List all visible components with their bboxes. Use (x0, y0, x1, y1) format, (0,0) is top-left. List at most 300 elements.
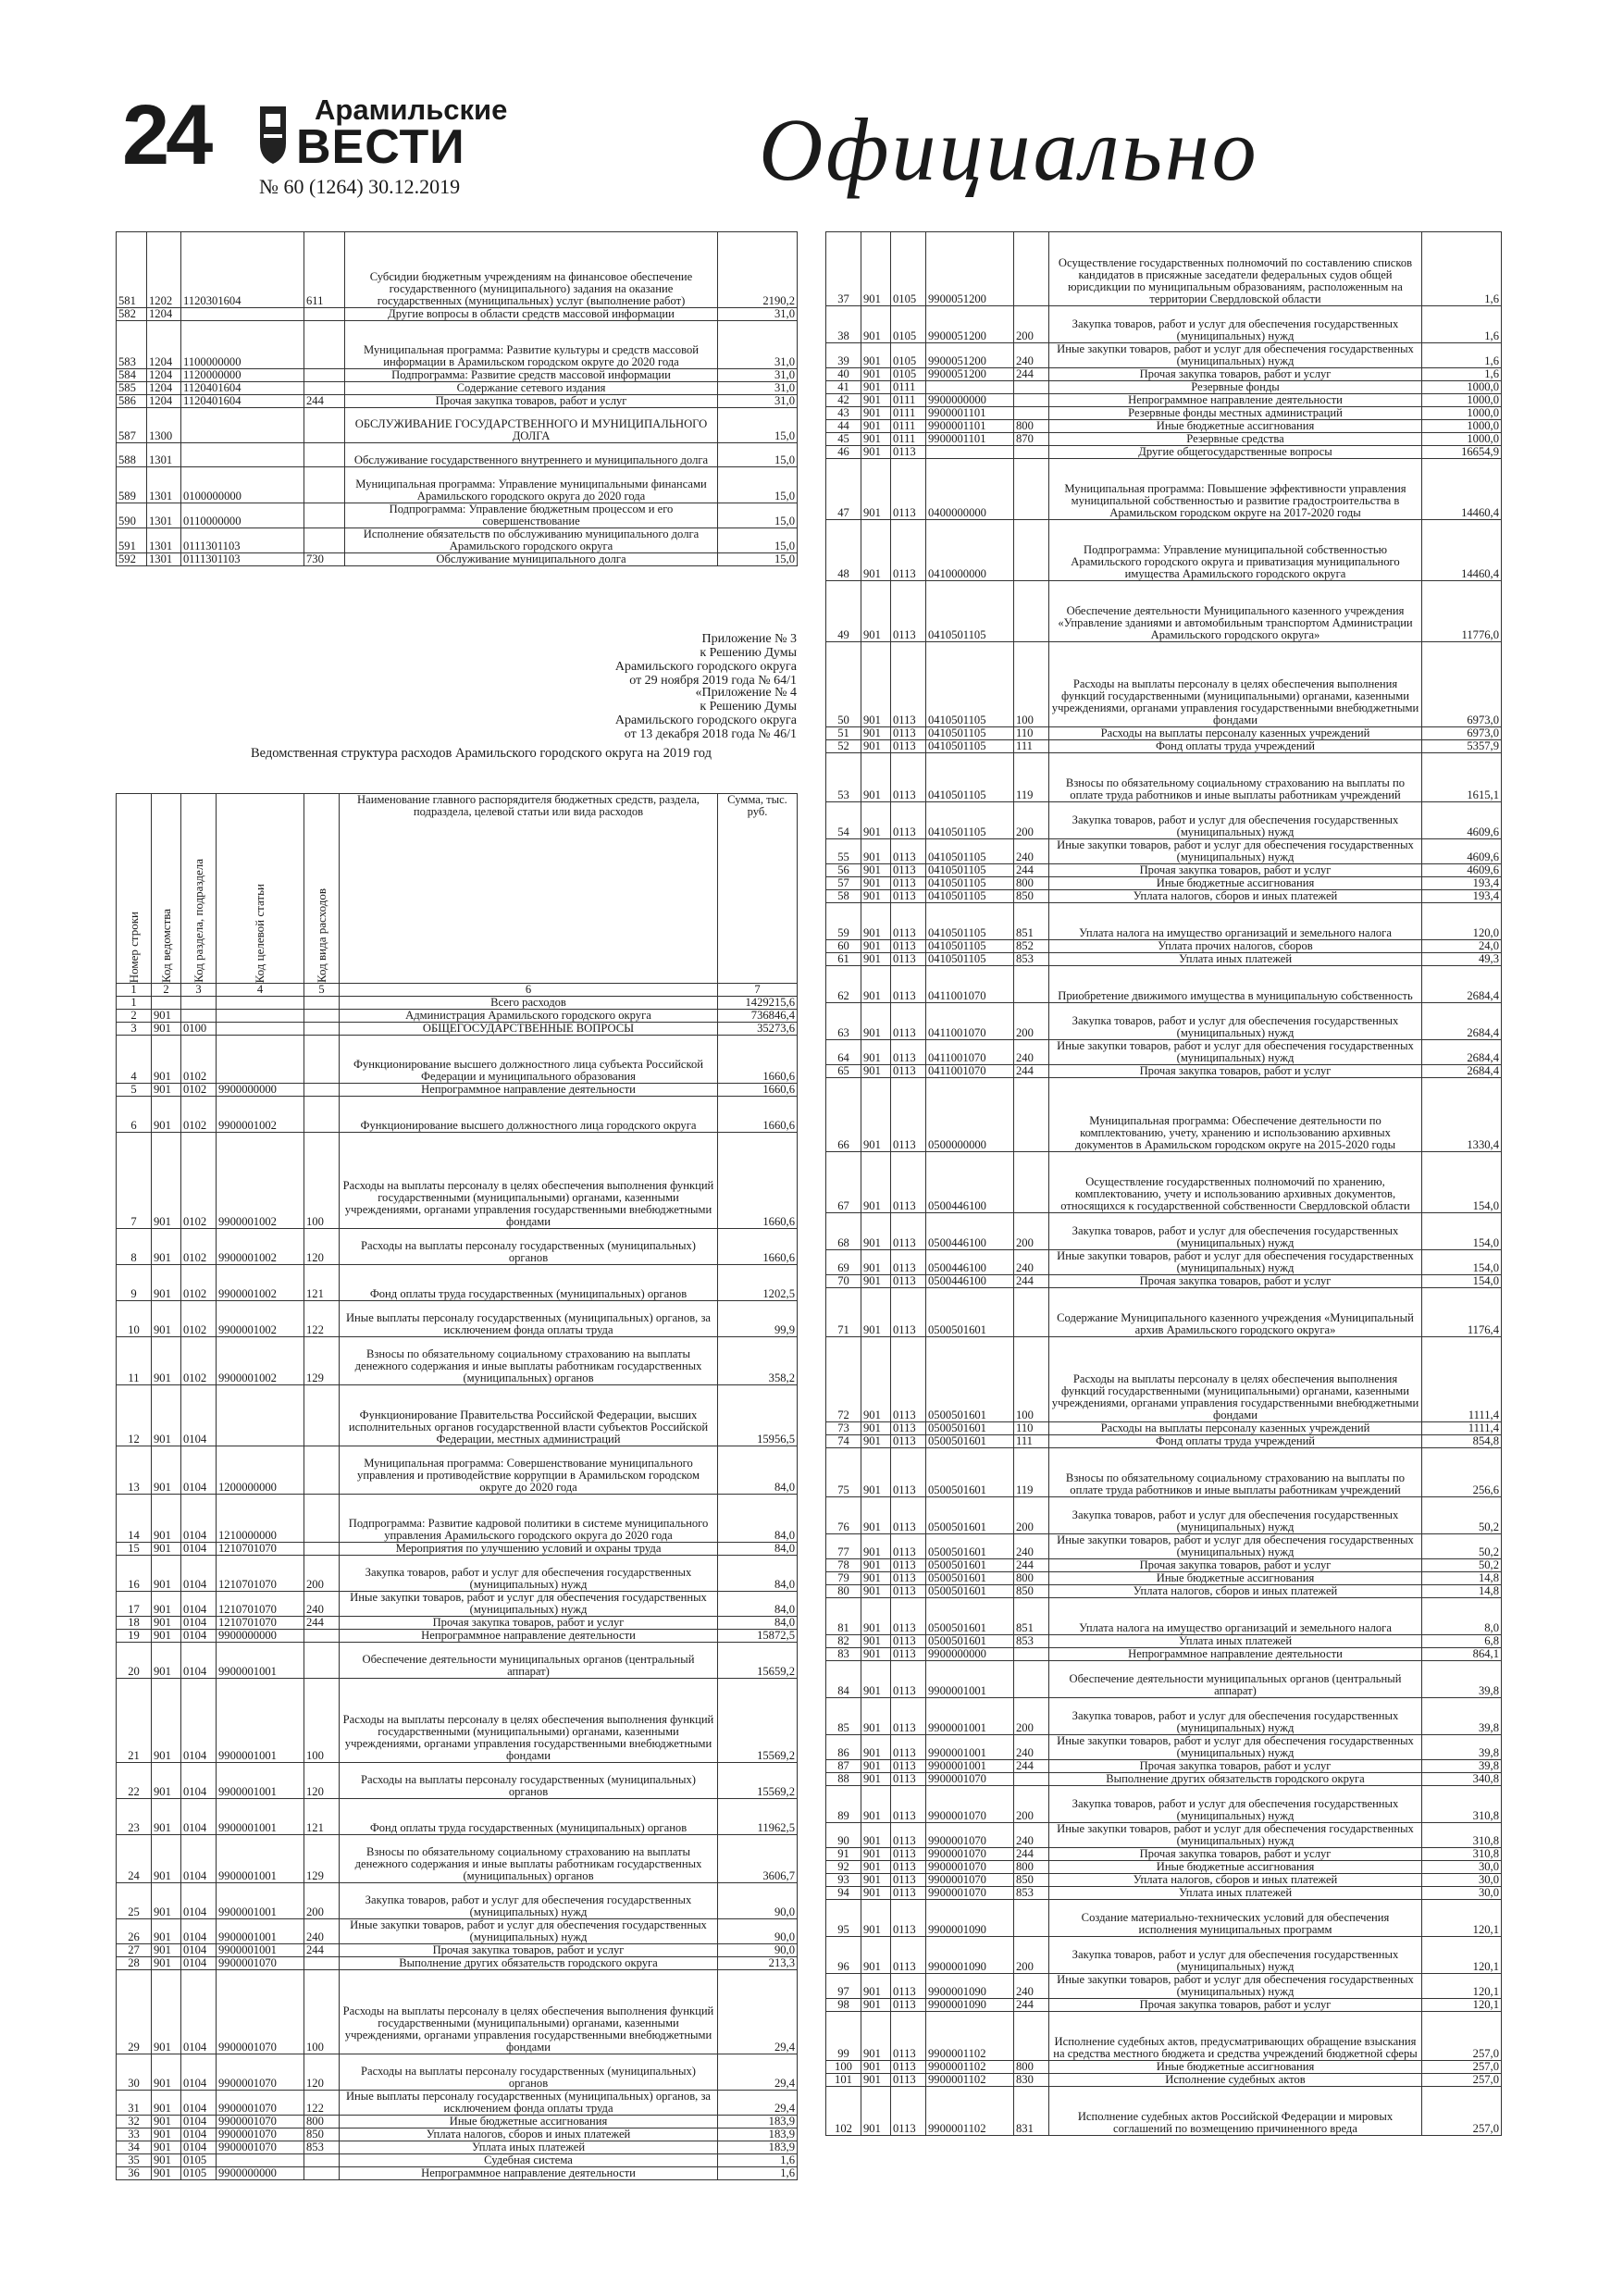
cell-sum: 15,0 (718, 503, 798, 528)
cell-section-code: 0113 (891, 953, 926, 966)
table-row (826, 2061, 1502, 2074)
cell-expense-type-code (304, 1446, 340, 1495)
cell-row-number: 69 (826, 1250, 861, 1275)
table-row (826, 581, 1502, 642)
cell-name: Функционирование высшего должностного лица субъекта Российской Федерации и муниципального образования (340, 1036, 718, 1084)
cell-row-number: 93 (826, 1874, 861, 1887)
cell-sum: 1,6 (1422, 368, 1502, 381)
cell-target-code: 0500446100 (926, 1152, 1014, 1213)
cell-section-code: 0113 (891, 940, 926, 953)
cell-section-code: 0111 (891, 394, 926, 407)
cell-sum: 50,2 (1422, 1534, 1502, 1559)
cell-row-number: 49 (826, 581, 861, 642)
cell-section-code: 0104 (181, 1799, 217, 1835)
cell-department-code: 901 (861, 1773, 891, 1786)
cell-department-code: 901 (152, 1630, 181, 1643)
cell-row-number: 53 (826, 753, 861, 802)
cell-sum: 736846,4 (718, 1010, 798, 1023)
cell-target-code: 0500446100 (926, 1275, 1014, 1288)
cell-name: Закупка товаров, работ и услуг для обеспечения государственных (муниципальных) нужд (340, 1556, 718, 1592)
table-row (826, 753, 1502, 802)
cell-section-code: 0113 (891, 642, 926, 727)
cell-target-code: 9900001070 (217, 1970, 304, 2054)
cell-row-number: 73 (826, 1422, 861, 1435)
cell-target-code: 1100000000 (181, 321, 304, 369)
cell-section-code: 0113 (891, 1848, 926, 1861)
cell-target-code: 9900001070 (926, 1874, 1014, 1887)
cell-department-code: 901 (861, 1448, 891, 1497)
cell-target-code: 0110000000 (181, 503, 304, 528)
cell-department-code: 901 (861, 2012, 891, 2061)
cell-name: Уплата налога на имущество организаций и земельного налога (1049, 1598, 1422, 1635)
cell-name: Фонд оплаты труда учреждений (1049, 1435, 1422, 1448)
cell-sum: 15,0 (718, 528, 798, 553)
table-row (826, 1773, 1502, 1786)
cell-department-code: 901 (861, 903, 891, 940)
cell-target-code: 0410501105 (926, 877, 1014, 890)
cell-name: Резервные фонды (1049, 381, 1422, 394)
column-number: 7 (718, 984, 798, 997)
cell-sum: 1,6 (718, 2154, 798, 2167)
cell-expense-type-code (304, 1643, 340, 1679)
cell-target-code: 9900001090 (926, 1999, 1014, 2012)
cell-name: Закупка товаров, работ и услуг для обеспечения государственных (муниципальных) нужд (1049, 1698, 1422, 1735)
cell-expense-type-code: 200 (1014, 306, 1049, 343)
cell-section-code: 0104 (181, 1617, 217, 1630)
cell-expense-type-code: 129 (304, 1835, 340, 1883)
cell-name: Прочая закупка товаров, работ и услуг (1049, 1065, 1422, 1078)
cell-row-number: 31 (117, 2091, 152, 2116)
cell-row-number: 71 (826, 1288, 861, 1337)
cell-section-code: 0113 (891, 1435, 926, 1448)
cell-name: Закупка товаров, работ и услуг для обеспечения государственных (муниципальных) нужд (1049, 306, 1422, 343)
cell-expense-type-code: 244 (1014, 1559, 1049, 1572)
cell-target-code: 1120301604 (181, 232, 304, 308)
cell-section-code (181, 997, 217, 1010)
cell-row-number: 24 (117, 1835, 152, 1883)
cell-name: Содержание сетевого издания (345, 382, 718, 395)
cell-section-code: 0113 (891, 1661, 926, 1698)
cell-target-code: 9900001090 (926, 1900, 1014, 1937)
cell-name: Мероприятия по улучшению условий и охраны труда (340, 1543, 718, 1556)
table-row (826, 1937, 1502, 1974)
cell-row-number: 26 (117, 1919, 152, 1944)
cell-sum: 193,4 (1422, 890, 1502, 903)
cell-row-number: 47 (826, 459, 861, 520)
cell-sum: 14,8 (1422, 1585, 1502, 1598)
table-row (826, 727, 1502, 740)
cell-department-code: 901 (861, 1003, 891, 1040)
cell-target-code: 0410501105 (926, 903, 1014, 940)
cell-row-number: 35 (117, 2154, 152, 2167)
cell-section-code: 0105 (181, 2154, 217, 2167)
cell-sum: 120,0 (1422, 903, 1502, 940)
cell-sum: 864,1 (1422, 1648, 1502, 1661)
cell-target-code (217, 997, 304, 1010)
cell-target-code: 0410501105 (926, 581, 1014, 642)
table-row (826, 1823, 1502, 1848)
cell-sum: 213,3 (718, 1957, 798, 1970)
cell-sum: 24,0 (1422, 940, 1502, 953)
cell-department-code: 901 (152, 1799, 181, 1835)
table-row (117, 1229, 798, 1265)
table-row (117, 321, 798, 369)
table-row (117, 1763, 798, 1799)
cell-section-code: 0104 (181, 1957, 217, 1970)
cell-section-code: 0111 (891, 381, 926, 394)
table-row (117, 1799, 798, 1835)
cell-expense-type-code: 100 (304, 1133, 340, 1229)
cell-department-code: 901 (861, 953, 891, 966)
cell-department-code: 901 (152, 1592, 181, 1617)
column-header-section-code: Код раздела, подраздела (191, 859, 205, 983)
cell-target-code: 9900001001 (926, 1661, 1014, 1698)
cell-expense-type-code: 200 (1014, 1213, 1049, 1250)
cell-target-code: 0500501601 (926, 1288, 1014, 1337)
table-row (117, 1883, 798, 1919)
cell-expense-type-code (1014, 1152, 1049, 1213)
cell-name: Иные бюджетные ассигнования (1049, 1861, 1422, 1874)
cell-name: Расходы на выплаты персоналу государственных (муниципальных) органов (340, 1229, 718, 1265)
cell-expense-type-code: 240 (1014, 1735, 1049, 1760)
cell-sum: 3606,7 (718, 1835, 798, 1883)
table-row (826, 1974, 1502, 1999)
cell-row-number: 70 (826, 1275, 861, 1288)
cell-expense-type-code: 830 (1014, 2074, 1049, 2087)
table-row (826, 1585, 1502, 1598)
cell-target-code: 9900001001 (217, 1679, 304, 1763)
cell-target-code: 0411001070 (926, 1003, 1014, 1040)
cell-target-code: 0410501105 (926, 753, 1014, 802)
cell-sum: 2684,4 (1422, 966, 1502, 1003)
cell-row-number: 78 (826, 1559, 861, 1572)
cell-expense-type-code: 240 (1014, 839, 1049, 864)
cell-section-code: 0113 (891, 1598, 926, 1635)
cell-row-number: 27 (117, 1944, 152, 1957)
table-row (826, 1648, 1502, 1661)
cell-sum: 154,0 (1422, 1250, 1502, 1275)
cell-sum: 257,0 (1422, 2012, 1502, 2061)
cell-name: Фонд оплаты труда государственных (муниципальных) органов (340, 1265, 718, 1301)
cell-row-number: 79 (826, 1572, 861, 1585)
table-row (826, 953, 1502, 966)
cell-department-code: 901 (861, 1648, 891, 1661)
table-row (826, 1435, 1502, 1448)
cell-row-number: 25 (117, 1883, 152, 1919)
cell-department-code: 901 (861, 1661, 891, 1698)
cell-section-code: 1204 (147, 395, 181, 408)
cell-expense-type-code: 852 (1014, 940, 1049, 953)
cell-target-code: 0400000000 (926, 459, 1014, 520)
cell-row-number: 94 (826, 1887, 861, 1900)
cell-section-code: 0102 (181, 1337, 217, 1385)
cell-expense-type-code (1014, 394, 1049, 407)
cell-row-number: 585 (117, 382, 147, 395)
cell-target-code: 9900001001 (926, 1760, 1014, 1773)
cell-department-code: 901 (861, 1786, 891, 1823)
cell-sum: 1660,6 (718, 1229, 798, 1265)
cell-sum: 257,0 (1422, 2061, 1502, 2074)
cell-expense-type-code: 853 (304, 2141, 340, 2154)
table-row (826, 1861, 1502, 1874)
cell-name: Уплата налогов, сборов и иных платежей (1049, 1874, 1422, 1887)
cell-sum: 14,8 (1422, 1572, 1502, 1585)
table-row (117, 2154, 798, 2167)
cell-expense-type-code: 110 (1014, 1422, 1049, 1435)
cell-sum: 1000,0 (1422, 433, 1502, 446)
cell-row-number: 55 (826, 839, 861, 864)
cell-section-code: 1204 (147, 382, 181, 395)
cell-department-code: 901 (861, 940, 891, 953)
table-row (826, 1735, 1502, 1760)
cell-row-number: 102 (826, 2087, 861, 2136)
cell-target-code: 9900001070 (217, 2091, 304, 2116)
cell-department-code: 901 (861, 1422, 891, 1435)
table-row (117, 1337, 798, 1385)
cell-row-number: 33 (117, 2128, 152, 2141)
cell-section-code: 0104 (181, 2116, 217, 2128)
cell-name: Функционирование Правительства Российской Федерации, высших исполнительных органов государственной власти субъектов Российской Федерации, местных администраций (340, 1385, 718, 1446)
cell-expense-type-code: 244 (1014, 1275, 1049, 1288)
cell-name: Исполнение судебных актов Российской Федерации и мировых соглашений по возмещению причиненного вреда (1049, 2087, 1422, 2136)
cell-expense-type-code: 850 (1014, 1874, 1049, 1887)
table-row (826, 232, 1502, 306)
cell-expense-type-code (304, 1036, 340, 1084)
cell-name: Другие общегосударственные вопросы (1049, 446, 1422, 459)
cell-name: Уплата прочих налогов, сборов (1049, 940, 1422, 953)
cell-name: Закупка товаров, работ и услуг для обеспечения государственных (муниципальных) нужд (1049, 1937, 1422, 1974)
issue-number: № 60 (1264) 30.12.2019 (259, 175, 461, 198)
table-column-numbers-row (117, 984, 798, 997)
cell-sum: 84,0 (718, 1495, 798, 1543)
cell-expense-type-code: 240 (1014, 1040, 1049, 1065)
cell-name: Иные бюджетные ассигнования (1049, 877, 1422, 890)
cell-department-code: 901 (861, 2061, 891, 2074)
document-title: Ведомственная структура расходов Арамильского городского округа на 2019 год (250, 746, 712, 761)
cell-target-code: 9900000000 (926, 394, 1014, 407)
column-number: 2 (152, 984, 181, 997)
cell-row-number: 14 (117, 1495, 152, 1543)
table-row (826, 1497, 1502, 1534)
cell-row-number: 40 (826, 368, 861, 381)
table-row (826, 1213, 1502, 1250)
cell-expense-type-code (304, 443, 345, 467)
cell-department-code: 901 (152, 2116, 181, 2128)
table-row (826, 802, 1502, 839)
cell-sum: 120,1 (1422, 1937, 1502, 1974)
cell-expense-type-code (304, 1543, 340, 1556)
cell-department-code: 901 (152, 1010, 181, 1023)
cell-expense-type-code: 200 (1014, 1698, 1049, 1735)
cell-section-code: 0113 (891, 1422, 926, 1435)
cell-name: Обеспечение деятельности Муниципального казенного учреждения «Управление зданиями и автомобильным транспортом Администрации Арамильского городского округа» (1049, 581, 1422, 642)
cell-expense-type-code: 200 (1014, 1786, 1049, 1823)
table-row (117, 2116, 798, 2128)
cell-section-code: 0113 (891, 1078, 926, 1152)
cell-sum: 14460,4 (1422, 520, 1502, 581)
cell-name: Создание материально-технических условий для обеспечения исполнения муниципальных программ (1049, 1900, 1422, 1937)
cell-row-number: 57 (826, 877, 861, 890)
cell-name: Подпрограмма: Управление бюджетным процессом и его совершенствование (345, 503, 718, 528)
cell-department-code: 901 (861, 1760, 891, 1773)
table-row (117, 1097, 798, 1133)
table-row (826, 368, 1502, 381)
cell-name: Приобретение движимого имущества в муниципальную собственность (1049, 966, 1422, 1003)
table-row (826, 1040, 1502, 1065)
cell-expense-type-code (304, 503, 345, 528)
cell-row-number: 590 (117, 503, 147, 528)
cell-row-number: 586 (117, 395, 147, 408)
cell-section-code: 0104 (181, 1944, 217, 1957)
table-row (826, 2012, 1502, 2061)
cell-target-code: 9900001070 (926, 1786, 1014, 1823)
cell-sum: 31,0 (718, 369, 798, 382)
cell-sum: 15659,2 (718, 1643, 798, 1679)
cell-expense-type-code: 870 (1014, 433, 1049, 446)
cell-section-code: 0113 (891, 1572, 926, 1585)
cell-sum: 1660,6 (718, 1036, 798, 1084)
cell-expense-type-code: 800 (1014, 1861, 1049, 1874)
cell-department-code: 901 (152, 1970, 181, 2054)
cell-target-code: 0500501601 (926, 1337, 1014, 1422)
table-row (117, 232, 798, 308)
table-row (117, 503, 798, 528)
table-row (826, 1598, 1502, 1635)
table-row (117, 382, 798, 395)
cell-expense-type-code: 200 (1014, 1003, 1049, 1040)
cell-target-code: 9900001002 (217, 1097, 304, 1133)
cell-row-number: 52 (826, 740, 861, 753)
table-row (826, 1337, 1502, 1422)
cell-sum: 2684,4 (1422, 1040, 1502, 1065)
cell-department-code: 901 (861, 1848, 891, 1861)
table-row (826, 1065, 1502, 1078)
table-row (826, 890, 1502, 903)
cell-section-code: 0113 (891, 2012, 926, 2061)
cell-section-code: 0113 (891, 1337, 926, 1422)
cell-target-code: 0411001070 (926, 1040, 1014, 1065)
cell-name: Прочая закупка товаров, работ и услуг (1049, 1999, 1422, 2012)
cell-name: Обеспечение деятельности муниципальных органов (центральный аппарат) (340, 1643, 718, 1679)
cell-name: Обслуживание государственного внутреннего и муниципального долга (345, 443, 718, 467)
cell-target-code (217, 1010, 304, 1023)
cell-expense-type-code: 244 (1014, 1848, 1049, 1861)
cell-sum: 15,0 (718, 553, 798, 566)
cell-name: Муниципальная программа: Управление муниципальными финансами Арамильского городского округа до 2020 года (345, 467, 718, 503)
cell-expense-type-code: 200 (1014, 1497, 1049, 1534)
cell-sum: 120,1 (1422, 1999, 1502, 2012)
table-row (117, 1957, 798, 1970)
page-number: 24 (122, 88, 210, 182)
cell-section-code: 0113 (891, 802, 926, 839)
cell-sum: 15872,5 (718, 1630, 798, 1643)
table-row (826, 1661, 1502, 1698)
cell-expense-type-code (304, 1010, 340, 1023)
cell-sum: 193,4 (1422, 877, 1502, 890)
cell-target-code: 9900001001 (217, 1944, 304, 1957)
cell-sum: 1660,6 (718, 1133, 798, 1229)
cell-target-code: 9900001070 (926, 1848, 1014, 1861)
cell-expense-type-code: 850 (1014, 1585, 1049, 1598)
cell-expense-type-code: 122 (304, 1301, 340, 1337)
cell-department-code: 901 (861, 890, 891, 903)
cell-name: Иные закупки товаров, работ и услуг для обеспечения государственных (муниципальных) нужд (1049, 839, 1422, 864)
cell-sum: 29,4 (718, 1970, 798, 2054)
cell-row-number: 75 (826, 1448, 861, 1497)
cell-department-code: 901 (861, 1288, 891, 1337)
column-number: 4 (217, 984, 304, 997)
cell-row-number: 589 (117, 467, 147, 503)
cell-target-code (181, 443, 304, 467)
table-row (117, 1265, 798, 1301)
cell-expense-type-code: 200 (1014, 1937, 1049, 1974)
cell-expense-type-code (1014, 1773, 1049, 1786)
cell-target-code: 0411001070 (926, 966, 1014, 1003)
cell-expense-type-code (304, 1084, 340, 1097)
cell-sum: 29,4 (718, 2091, 798, 2116)
cell-sum: 1202,5 (718, 1265, 798, 1301)
cell-section-code: 0104 (181, 1446, 217, 1495)
cell-section-code: 0104 (181, 1763, 217, 1799)
cell-target-code: 0111301103 (181, 553, 304, 566)
cell-expense-type-code (304, 1023, 340, 1036)
table-row (826, 864, 1502, 877)
cell-sum: 2190,2 (718, 232, 798, 308)
column-header-expense-type-code: Код вида расходов (314, 888, 328, 983)
cell-department-code: 901 (152, 1543, 181, 1556)
cell-name: Иные закупки товаров, работ и услуг для обеспечения государственных (муниципальных) нужд (1049, 1974, 1422, 1999)
cell-expense-type-code: 240 (1014, 1823, 1049, 1848)
cell-row-number: 56 (826, 864, 861, 877)
cell-department-code: 901 (861, 1497, 891, 1534)
section-title: Официально (759, 100, 1259, 199)
table-row (826, 459, 1502, 520)
cell-target-code: 0500501601 (926, 1585, 1014, 1598)
cell-department-code: 901 (152, 2054, 181, 2091)
cell-department-code: 901 (152, 1919, 181, 1944)
cell-name: Исполнение судебных актов (1049, 2074, 1422, 2087)
cell-section-code: 0113 (891, 877, 926, 890)
table-row (117, 1556, 798, 1592)
cell-target-code: 0500501601 (926, 1422, 1014, 1435)
cell-name: Иные выплаты персоналу государственных (муниципальных) органов, за исключением фонда оплаты труда (340, 2091, 718, 2116)
cell-section-code: 0113 (891, 581, 926, 642)
cell-expense-type-code: 111 (1014, 1435, 1049, 1448)
cell-target-code: 9900001001 (926, 1735, 1014, 1760)
cell-expense-type-code (304, 1495, 340, 1543)
cell-expense-type-code (1014, 1078, 1049, 1152)
cell-name: Иные закупки товаров, работ и услуг для обеспечения государственных (муниципальных) нужд (1049, 1735, 1422, 1760)
cell-section-code: 0113 (891, 1874, 926, 1887)
cell-sum: 1,6 (1422, 306, 1502, 343)
cell-section-code: 0104 (181, 2091, 217, 2116)
cell-department-code: 901 (861, 1213, 891, 1250)
table-row (117, 1446, 798, 1495)
cell-department-code: 901 (152, 1883, 181, 1919)
cell-department-code: 901 (861, 2074, 891, 2087)
cell-expense-type-code: 121 (304, 1265, 340, 1301)
cell-name: Содержание Муниципального казенного учреждения «Муниципальный архив Арамильского городского округа» (1049, 1288, 1422, 1337)
cell-section-code: 0113 (891, 727, 926, 740)
cell-name: Прочая закупка товаров, работ и услуг (1049, 864, 1422, 877)
cell-target-code: 0500501601 (926, 1559, 1014, 1572)
cell-name: Иные выплаты персоналу государственных (муниципальных) органов, за исключением фонда оплаты труда (340, 1301, 718, 1337)
cell-target-code: 0500501601 (926, 1497, 1014, 1534)
cell-sum: 90,0 (718, 1944, 798, 1957)
cell-target-code: 9900001102 (926, 2074, 1014, 2087)
left-budget-table (116, 793, 798, 2180)
cell-sum: 84,0 (718, 1446, 798, 1495)
